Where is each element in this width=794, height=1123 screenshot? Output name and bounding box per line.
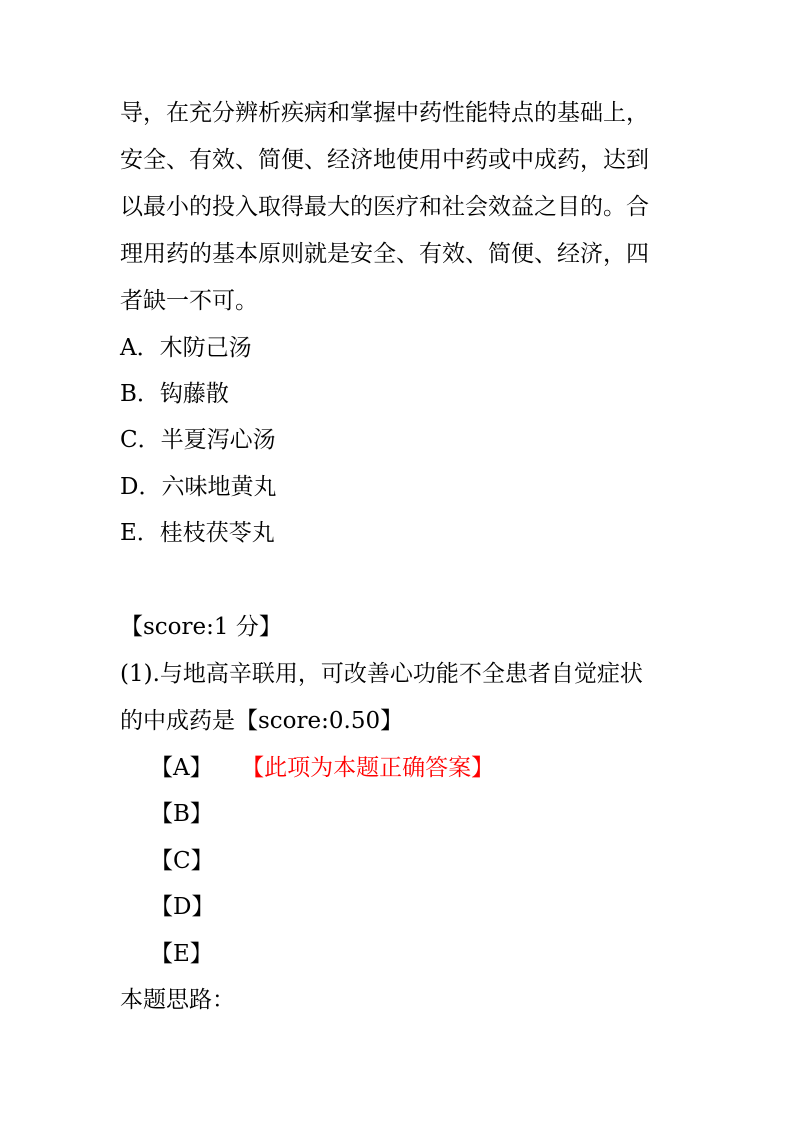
answer-label: 【B】 [150,801,213,827]
explanation-label: 本题思路： [120,987,235,1013]
option-b: B．钩藤散 [120,381,229,407]
question-line: 的中成药是【score:0.50】 [120,708,404,734]
question-line: (1).与地高辛联用，可改善心功能不全患者自觉症状 [120,661,643,687]
answer-label: 【D】 [150,894,215,920]
answer-label: 【C】 [150,848,214,874]
answer-label: 【E】 [150,941,213,967]
option-d: D．六味地黄丸 [120,474,277,500]
correct-answer-note: 【此项为本题正确答案】 [252,755,495,781]
answer-row-e [150,939,213,969]
option-e: E．桂枝茯苓丸 [120,520,275,546]
score-label: 【score:1 分】 [120,614,282,640]
answer-row-c [150,846,214,876]
passage-line: 者缺一不可。 [120,288,258,314]
passage-line: 导，在充分辨析疾病和掌握中药性能特点的基础上， [120,100,649,126]
option-c: C．半夏泻心汤 [120,427,276,453]
passage-line: 安全、有效、简便、经济地使用中药或中成药，达到 [120,147,649,173]
answer-row-a [150,753,494,783]
answer-row-b [150,799,213,829]
passage-line: 理用药的基本原则就是安全、有效、简便、经济，四 [120,241,649,267]
answer-row-d [150,892,214,922]
option-a: A．木防己汤 [120,335,252,361]
answer-label: 【A】 [150,755,213,781]
passage-line: 以最小的投入取得最大的医疗和社会效益之目的。合 [120,194,649,220]
